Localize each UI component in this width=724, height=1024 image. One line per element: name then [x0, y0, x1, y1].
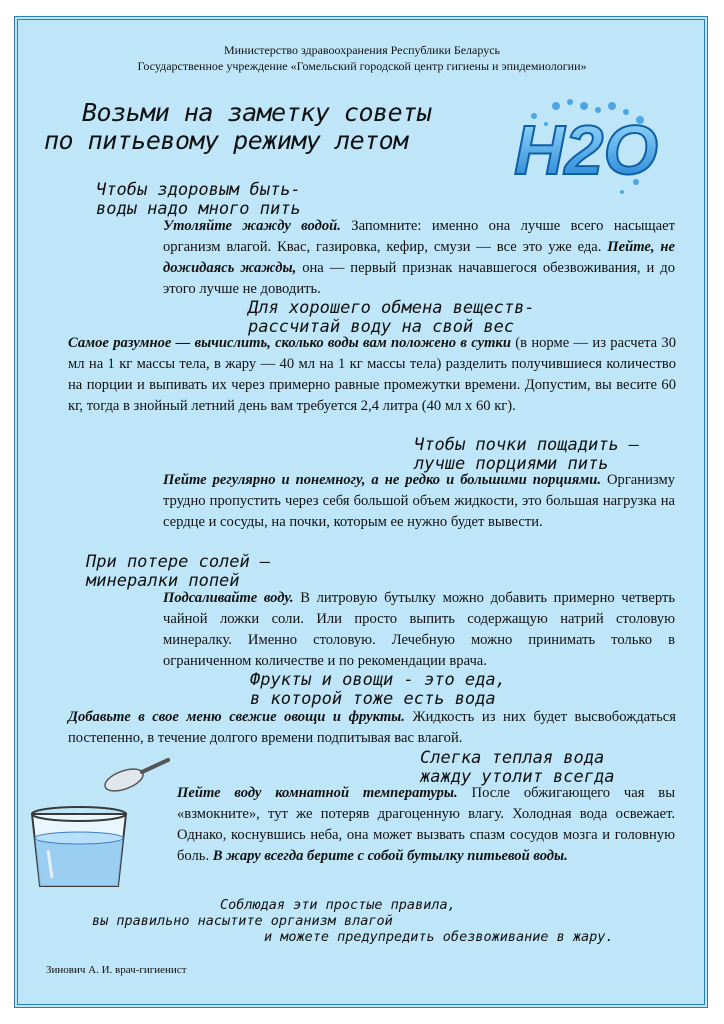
- closing-line-2: вы правильно насытите организм влагой: [92, 913, 393, 929]
- author-footer: Зинович А. И. врач-гигиенист: [46, 964, 187, 976]
- section5-heading-1: Фрукты и овощи - это еда,: [250, 670, 506, 690]
- title-line-1: Возьми на заметку советы: [82, 98, 432, 127]
- section2-heading-1: Для хорошего обмена веществ-: [248, 298, 535, 318]
- section6-text: Пейте воду комнатной температуры. После обжигающего чая вы «взмокните», тут же потеряв драгоценную влагу. Холодная вода освежает. Однако, коснувшись неба, она может вызвать спазм сосудов мозга и головную боль. В жару всегда берите с собой бутылку питьевой воды.: [177, 785, 675, 864]
- section1-text: Утоляйте жажду водой. Запомните: именно она лучше всего насыщает организм влагой. Квас, газировка, кефир, смузи — все это уже еда. Пейте, не дожидаясь жажды, она — первый признак начавшегося обезвоживания, и до этого лучше не доводить.: [163, 218, 675, 297]
- section4-heading-2: минералки попей: [86, 571, 240, 591]
- section3-text: Пейте регулярно и понемногу, а не редко и большими порциями. Организму трудно пропустить через себя большой объем жидкости, это большая нагрузка на сердце и сосуды, на почки, которым ее нужно будет вывести.: [163, 472, 675, 530]
- section6-heading-1: Слегка теплая вода: [420, 748, 605, 768]
- spoon-icon: [102, 760, 168, 795]
- ministry-line: Министерство здравоохранения Республики Беларусь: [223, 43, 501, 57]
- glass-of-water-icon: [32, 807, 126, 886]
- section1-heading-2: воды надо много пить: [96, 199, 301, 219]
- water-drops-h2o-icon: [496, 92, 666, 202]
- section2-heading-2: рассчитай воду на свой вес: [248, 317, 515, 337]
- section4-text: Подсаливайте воду. В литровую бутылку можно добавить примерно четверть чайной ложки соли. Или просто выпить содержащую натрий столовую минералку. Именно столовую. Лечебную можно принимать только в ограниченном количестве и по рекомендации врача.: [163, 590, 675, 669]
- closing-line-1: Соблюдая эти простые правила,: [220, 897, 456, 913]
- closing-line-3: и можете предупредить обезвоживание в жару.: [264, 929, 614, 945]
- section3-heading-1: Чтобы почки пощадить –: [414, 435, 640, 455]
- section3-heading-2: лучше порциями пить: [414, 454, 609, 474]
- h2o-logo-text: H2O: [514, 111, 658, 189]
- section5-heading-2: в которой тоже есть вода: [250, 689, 496, 709]
- title-line-2: по питьевому режиму летом: [44, 126, 408, 155]
- section2-text: Самое разумное — вычислить, сколько воды вам положено в сутки (в норме — из расчета 30 мл на 1 кг массы тела, в жару — 40 мл на 1 кг массы тела) разделить получившиеся количество на порции и выпивать их через примерно равные промежутки времени. Допустим, вы весите 60 кг, тогда в знойный летний день вам требуется 2,4 литра (40 мл х 60 кг).: [68, 335, 676, 414]
- glass-and-spoon-icon: [22, 746, 172, 896]
- institution-line: Государственное учреждение «Гомельский городской центр гигиены и эпидемиологии»: [137, 59, 587, 73]
- section4-heading-1: При потере солей –: [86, 552, 271, 572]
- section6-heading-2: жажду утолит всегда: [420, 767, 615, 787]
- section1-heading-1: Чтобы здоровым быть-: [96, 180, 301, 200]
- section5-text: Добавьте в свое меню свежие овощи и фрукты. Жидкость из них будет высвобождаться постепенно, в течение долгого времени подпитывая вас влагой.: [68, 709, 676, 746]
